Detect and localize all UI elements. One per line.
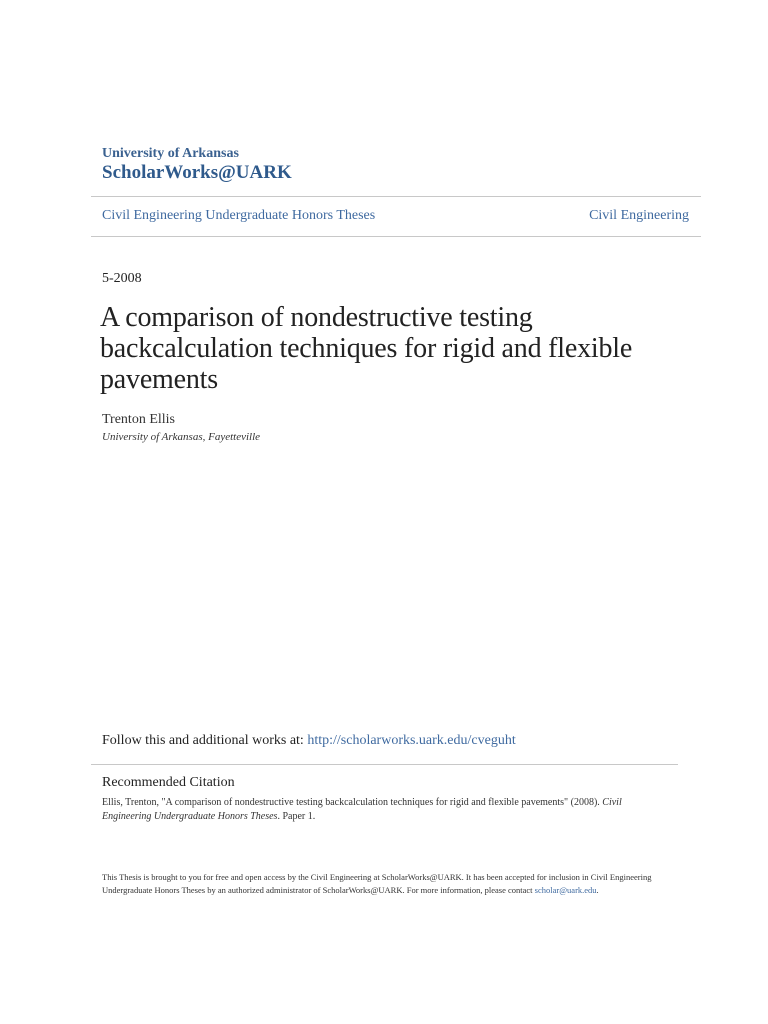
author-affiliation: University of Arkansas, Fayetteville — [102, 431, 261, 443]
publication-date: 5-2008 — [102, 271, 142, 286]
department-link[interactable]: Civil Engineering — [589, 208, 689, 223]
citation-text — [102, 796, 662, 824]
collection-url-link[interactable]: http://scholarworks.uark.edu/cveguht — [307, 733, 516, 748]
notice-end: . — [596, 885, 599, 895]
university-name[interactable]: University of Arkansas — [102, 146, 239, 161]
follow-line — [102, 732, 516, 750]
citation-series: Civil Engineering Undergraduate Honors Theses — [102, 797, 622, 822]
collection-link[interactable]: Civil Engineering Undergraduate Honors Theses — [102, 208, 376, 223]
citation-heading: Recommended Citation — [102, 775, 235, 790]
repository-name[interactable]: ScholarWorks@UARK — [102, 162, 292, 183]
divider-top — [91, 196, 701, 197]
access-notice — [102, 871, 662, 897]
citation-main: Ellis, Trenton, "A comparison of nondestructive testing backcalculation techniques for rigid and flexible pavements" (2008). — [102, 797, 603, 808]
repository-header — [102, 146, 292, 184]
paper-title: A comparison of nondestructive testing backcalculation techniques for rigid and flexible pavements — [100, 302, 633, 395]
citation-suffix: . Paper 1. — [277, 811, 316, 822]
contact-email-link[interactable]: scholar@uark.edu — [534, 885, 597, 895]
author-name: Trenton Ellis — [102, 412, 175, 427]
follow-label: Follow this and additional works at: — [102, 733, 308, 748]
divider-citation — [91, 764, 678, 765]
notice-text: This Thesis is brought to you for free and open access by the Civil Engineering at ScholarWorks@UARK. It has been accepted for inclusion in Civil Engineering Undergraduate Honors Theses by an authorized administrator of ScholarWorks@UARK. For more information, please contact — [102, 872, 652, 895]
divider-nav — [91, 236, 701, 237]
